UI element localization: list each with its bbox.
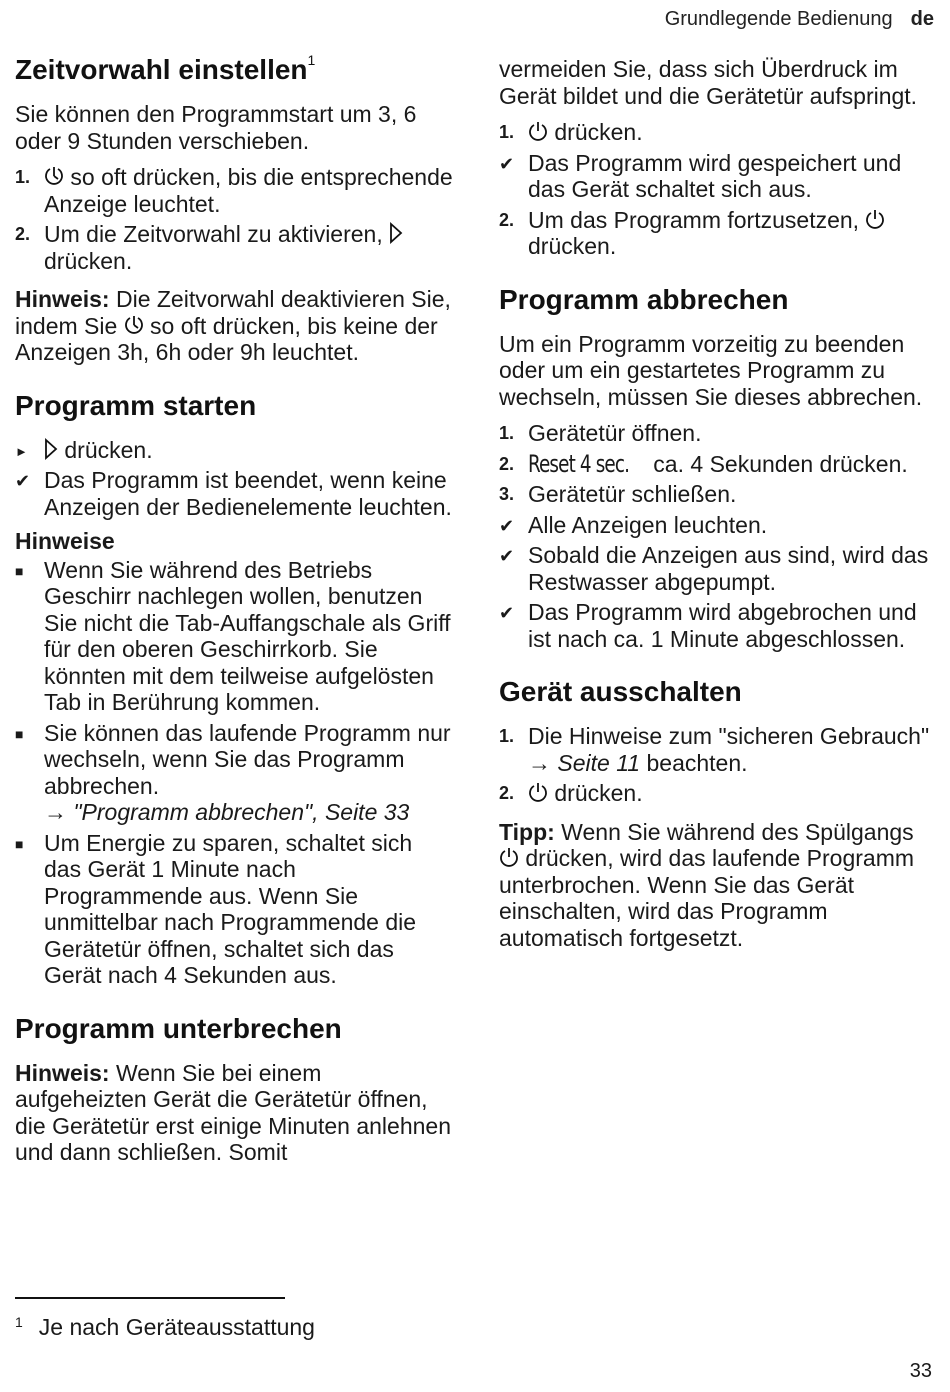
check-icon: ✔ — [499, 546, 515, 566]
power-icon — [865, 208, 885, 230]
note-paragraph: Hinweis: Wenn Sie bei einem aufgeheizten Gerät die Gerätetür öffnen, die Gerätetür erst einige Minuten anlehnen und dann schließen. Somit — [15, 1059, 452, 1165]
section-abbrechen — [499, 282, 931, 653]
check-icon: ✔ — [499, 153, 515, 174]
timer-icon — [124, 314, 144, 336]
list-item: ■ Wenn Sie während des Betriebs Geschirr nachlegen wollen, benutzen Sie nicht die Tab-Auffangschale als Griff für den oberen Geschirrkorb. Sie könnten mit dem teilweise aufgelösten Tab in Berührung kommen. — [15, 556, 451, 715]
section-unterbrechen — [15, 1011, 455, 1166]
square-bullet-icon: ■ — [15, 562, 24, 579]
cross-reference-link[interactable]: → "Programm abbrechen", Seite 33 — [44, 799, 410, 825]
heading-starten: Programm starten — [15, 389, 257, 421]
list-item: ✔ Das Programm wird abgebrochen und ist nach ca. 1 Minute abgeschlossen. — [499, 599, 917, 652]
footnote: $^1$ Je nach Geräteausstattung — [15, 1314, 315, 1340]
note-paragraph: Hinweis: Die Zeitvorwahl deaktivieren Sie, indem Sie so oft drücken, bis keine der Anzeigen 3h, 6h oder 9h leuchtet. — [15, 286, 451, 365]
list-item: ✔ Alle Anzeigen leuchten. — [499, 511, 768, 538]
section-starten — [15, 388, 455, 989]
list-item: 2. Um das Programm fortzusetzen, drücken. — [499, 207, 931, 260]
section-zeitvorwahl — [15, 52, 455, 366]
list-item: 2. Reset 4 sec. ca. 4 Sekunden drücken. — [499, 449, 908, 478]
check-icon: ✔ — [499, 603, 515, 623]
square-bullet-icon: ■ — [15, 725, 24, 742]
list-item: ■ Um Energie zu sparen, schaltet sich das Gerät 1 Minute nach Programmende aus. Wenn Sie unmittelbar nach Programmende die Gerätetür öffnen, schaltet sich das Gerät nach 4 Sekunden aus. — [15, 829, 417, 988]
heading-unterbrechen: Programm unterbrechen — [15, 1012, 342, 1044]
section-ausschalten — [499, 674, 931, 951]
step-list — [499, 420, 931, 652]
heading-zeitvorwahl: Zeitvorwahl einstellen$^1$ — [15, 51, 316, 85]
list-item: ✔ Sobald die Anzeigen aus sind, wird das Restwasser abgepumpt. — [499, 542, 929, 595]
list-item: ✔ Das Programm ist beendet, wenn keine Anzeigen der Bedienelemente leuchten. — [15, 467, 452, 520]
list-item: ■ Sie können das laufende Programm nur wechseln, wenn Sie das Programm abbrechen. → "Programm abbrechen", Seite 33 — [15, 719, 451, 825]
left-column — [15, 52, 455, 1188]
intro-text: Sie können den Programmstart um 3, 6 oder 9 Stunden verschieben. — [15, 101, 417, 154]
reset-button-label: Reset 4 sec. — [528, 449, 630, 478]
list-item: 1. drücken. — [499, 119, 643, 145]
heading-abbrechen: Programm abbrechen — [499, 283, 789, 315]
header-language: de — [910, 8, 934, 30]
list-item: ✔ Das Programm wird gespeichert und das Gerät schaltet sich aus. — [499, 149, 902, 202]
power-icon — [528, 120, 548, 142]
triangle-bullet-icon: ► — [15, 443, 28, 459]
running-header — [665, 8, 934, 31]
page-number: 33 — [909, 1360, 932, 1382]
timer-icon — [44, 165, 64, 187]
step-list — [499, 723, 931, 807]
header-section: Grundlegende Bedienung — [664, 8, 893, 30]
list-item: 1. Gerätetür öffnen. — [499, 420, 702, 446]
list-item: 3. Gerätetür schließen. — [499, 481, 737, 507]
step-list — [15, 164, 455, 274]
check-icon: ✔ — [499, 515, 515, 536]
start-icon — [389, 222, 403, 244]
hinweise-list — [15, 557, 455, 989]
continuation-text: vermeiden Sie, dass sich Überdruck im Gerät bildet und die Gerätetür aufspringt. — [499, 56, 918, 109]
footnote-divider — [15, 1297, 285, 1299]
cross-reference-link[interactable]: → Seite 11 — [528, 749, 641, 776]
list-item: 2. drücken. — [499, 780, 643, 806]
tip-paragraph: Tipp: Wenn Sie während des Spülgangs drücken, wird das laufende Programm unterbrochen. Wenn Sie das Gerät einschalten, wird das Programm automatisch fortgesetzt. — [499, 818, 915, 951]
step-list — [499, 119, 931, 260]
list-item: 1. so oft drücken, bis die entsprechende Anzeige leuchtet. — [15, 164, 453, 217]
footnote-ref: 1 — [307, 51, 316, 68]
heading-ausschalten: Gerät ausschalten — [499, 676, 742, 707]
intro-text: Um ein Programm vorzeitig zu beenden oder um ein gestartetes Programm zu wechseln, müssen Sie dieses abbrechen. — [499, 330, 923, 410]
list-item: 1. Die Hinweise zum "sicheren Gebrauch" → Seite 11 beachten. — [499, 723, 930, 776]
start-icon — [44, 438, 58, 460]
check-icon: ✔ — [15, 471, 31, 491]
power-icon — [528, 781, 548, 803]
list-item: 2. Um die Zeitvorwahl zu aktivieren, drücken. — [15, 221, 455, 274]
action-list — [15, 437, 455, 521]
square-bullet-icon: ■ — [15, 835, 24, 852]
power-icon — [499, 846, 519, 868]
list-item: ► drücken. — [15, 437, 455, 464]
right-column — [499, 56, 931, 973]
hinweise-heading: Hinweise — [15, 528, 115, 554]
